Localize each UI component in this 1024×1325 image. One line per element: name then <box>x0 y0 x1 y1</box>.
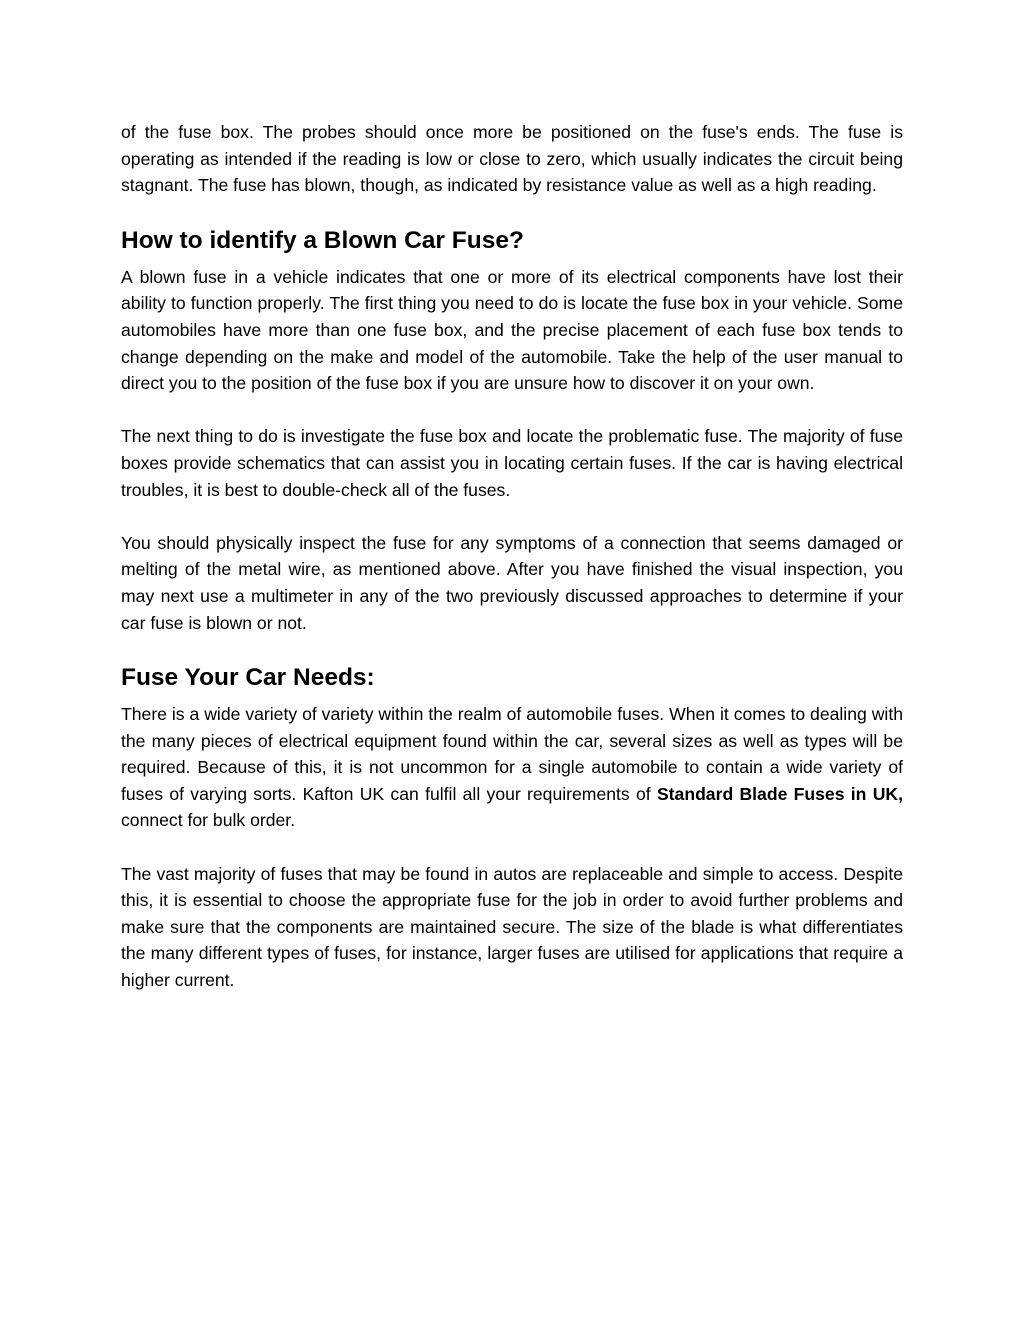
paragraph-text: There is a wide variety of variety within the realm of automobile fuses. When it comes to dealing with the many pieces of electrical equipment found within the car, several sizes as well as types will be required. Because of this, it is not uncommon for a single automobile to contain a wide variety of fuses of varying sorts. Kafton UK can fulfil all your requirements of <box>121 704 903 804</box>
paragraph-fuse-variety <box>121 701 903 834</box>
paragraph-spacer <box>121 397 903 424</box>
paragraph-locate-fuse-box: A blown fuse in a vehicle indicates that one or more of its electrical components have lost their ability to function properly. The first thing you need to do is locate the fuse box in your vehicle. Some automobiles have more than one fuse box, and the precise placement of each fuse box tends to change depending on the make and model of the automobile. Take the help of the user manual to direct you to the position of the fuse box if you are unsure how to discover it on your own. <box>121 266 903 394</box>
paragraph-spacer <box>121 503 903 530</box>
section-heading-blown-fuse: How to identify a Blown Car Fuse? <box>121 226 524 254</box>
paragraph-spacer <box>121 834 903 861</box>
paragraph-visual-inspection: You should physically inspect the fuse for any symptoms of a connection that seems damaged or melting of the metal wire, as mentioned above. After you have finished the visual inspection, you may next use a multimeter in any of the two previously discussed approaches to determine if your car fuse is blown or not. <box>121 532 903 633</box>
paragraph-investigate-fuse-box: The next thing to do is investigate the fuse box and locate the problematic fuse. The majority of fuse boxes provide schematics that can assist you in locating certain fuses. If the car is having electrical troubles, it is best to double-check all of the fuses. <box>121 426 903 500</box>
document-body <box>121 119 903 994</box>
section-heading-fuse-needs: Fuse Your Car Needs: <box>121 664 375 692</box>
intro-paragraph: of the fuse box. The probes should once more be positioned on the fuse's ends. The fuse is operating as intended if the reading is low or close to zero, which usually indicates the circuit being stagnant. The fuse has blown, though, as indicated by resistance value as well as a high reading. <box>121 122 903 196</box>
paragraph-blade-size: The vast majority of fuses that may be found in autos are replaceable and simple to access. Despite this, it is essential to choose the appropriate fuse for the job in order to avoid further problems and make sure that the components are maintained secure. The size of the blade is what differentiates the many different types of fuses, for instance, larger fuses are utilised for applications that require a higher current. <box>121 863 903 991</box>
bold-product-name: Standard Blade Fuses in UK, <box>656 783 903 804</box>
paragraph-text: connect for bulk order. <box>121 810 296 831</box>
